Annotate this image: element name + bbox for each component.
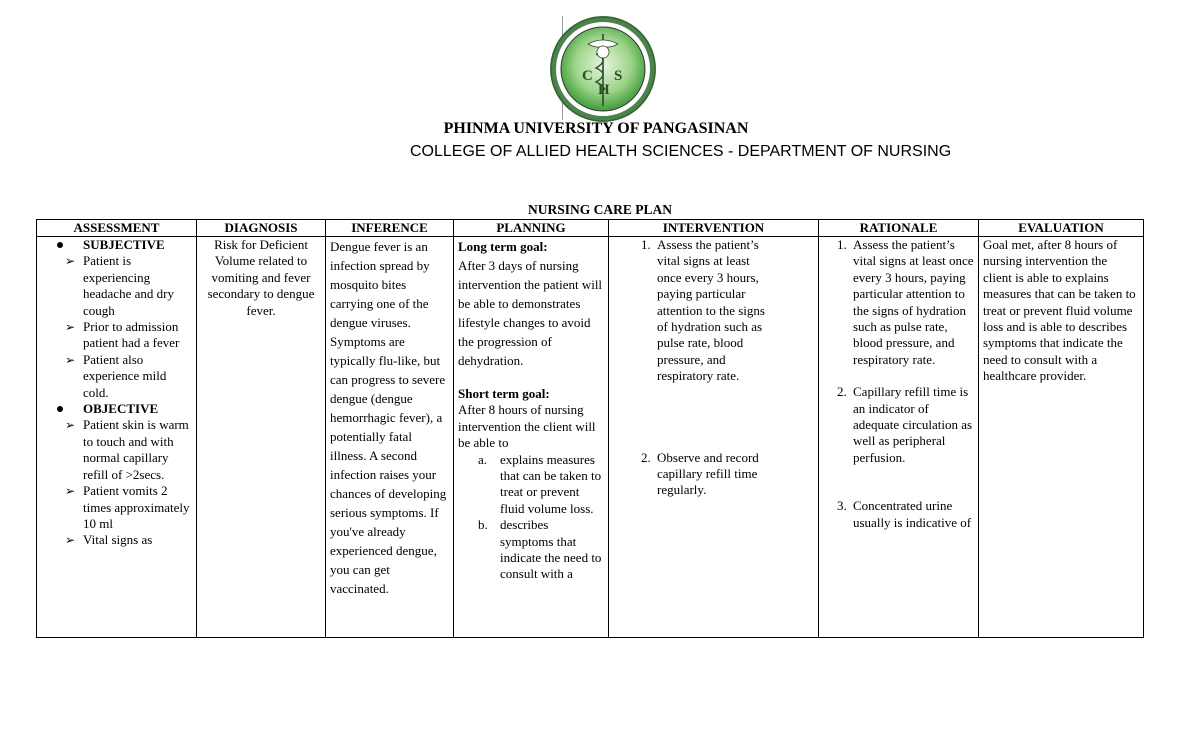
short-term-goal-label: Short term goal: bbox=[458, 386, 550, 401]
assessment-list bbox=[37, 237, 192, 549]
inference-text: Dengue fever is an infection spread by mosquito bites carrying one of the dengue viruses. Symptoms are typically flu-like, but can progress to severe dengue (dengue hemorrhagic fever), a potentially fatal illness. A second infection raises your chances of developing serious symptoms. If you've already experienced dengue, you can get vaccinated. bbox=[330, 239, 447, 596]
arrow-bullet-icon: ➢ bbox=[65, 484, 76, 499]
short-term-goal-items bbox=[458, 452, 604, 583]
col-header-evaluation: EVALUATION bbox=[979, 220, 1144, 237]
intervention-cell bbox=[609, 237, 819, 638]
svg-text:H: H bbox=[598, 82, 610, 98]
list-item: ➢ Prior to admission patient had a fever bbox=[65, 319, 180, 351]
nursing-care-plan-table bbox=[36, 219, 1144, 638]
table-header-row bbox=[37, 220, 1144, 237]
long-term-goal-label: Long term goal: bbox=[458, 239, 548, 254]
list-item: a. explains measures that can be taken to treat or prevent fluid volume loss. bbox=[478, 451, 602, 516]
table-row bbox=[37, 237, 1144, 638]
diagnosis-text: Risk for Deficient Volume related to vomiting and fever secondary to dengue fever. bbox=[207, 237, 315, 318]
planning-cell bbox=[454, 237, 609, 638]
objective-label: OBJECTIVE bbox=[83, 401, 159, 417]
inference-cell bbox=[326, 237, 454, 638]
intervention-item: 2. Observe and record capillary refill time regularly. bbox=[641, 449, 759, 498]
care-plan-title: NURSING CARE PLAN bbox=[527, 202, 672, 217]
arrow-bullet-icon: ➢ bbox=[65, 418, 76, 433]
col-header-assessment: ASSESSMENT bbox=[37, 220, 197, 237]
intervention-item: 1. Assess the patient’s vital signs at least once every 3 hours, paying particular attention to the signs of hydration such as pulse rate, blood pressure, and respiratory rate. bbox=[641, 237, 765, 384]
college-seal-logo bbox=[548, 14, 658, 124]
college-department-title: COLLEGE OF ALLIED HEALTH SCIENCES - DEPARTMENT OF NURSING bbox=[410, 143, 952, 160]
rationale-item: 3. Concentrated urine usually is indicative of bbox=[837, 498, 972, 530]
list-item: ➢ Patient is experiencing headache and dry cough bbox=[65, 253, 174, 318]
bullet-icon bbox=[57, 406, 63, 412]
subjective-section bbox=[37, 237, 192, 401]
col-header-inference: INFERENCE bbox=[326, 220, 454, 237]
col-header-diagnosis: DIAGNOSIS bbox=[197, 220, 326, 237]
arrow-bullet-icon: ➢ bbox=[65, 320, 76, 335]
short-term-goal bbox=[458, 386, 604, 583]
evaluation-cell bbox=[979, 237, 1144, 638]
objective-items bbox=[63, 417, 192, 548]
subjective-items bbox=[63, 253, 192, 401]
bullet-icon bbox=[57, 242, 63, 248]
subjective-label: SUBJECTIVE bbox=[83, 237, 165, 252]
svg-text:C: C bbox=[582, 68, 593, 84]
university-title: PHINMA UNIVERSITY OF PANGASINAN bbox=[443, 120, 749, 137]
long-term-goal-text: After 3 days of nursing intervention the patient will be able to demonstrates lifestyle changes to avoid the progression of dehydration. bbox=[458, 258, 603, 368]
assessment-cell bbox=[37, 237, 197, 638]
long-term-goal bbox=[458, 237, 604, 370]
short-term-goal-text: After 8 hours of nursing intervention the client will be able to bbox=[458, 402, 596, 451]
rationale-item: 1. Assess the patient’s vital signs at least once every 3 hours, paying particular attention to the signs of hydration such as pulse rate, blood pressure, and respiratory rate. bbox=[837, 237, 974, 367]
col-header-intervention: INTERVENTION bbox=[609, 220, 819, 237]
svg-text:S: S bbox=[614, 68, 623, 84]
rationale-item: 2. Capillary refill time is an indicator of adequate circulation as well as peripheral perfusion. bbox=[837, 384, 973, 465]
diagnosis-cell bbox=[197, 237, 326, 638]
rationale-cell bbox=[819, 237, 979, 638]
list-item: ➢ Patient vomits 2 times approximately 10 ml bbox=[65, 483, 190, 531]
list-item: ➢ Patient also experience mild cold. bbox=[65, 351, 167, 400]
arrow-bullet-icon: ➢ bbox=[65, 254, 76, 269]
arrow-bullet-icon: ➢ bbox=[65, 533, 76, 548]
evaluation-text: Goal met, after 8 hours of nursing intervention the client is able to explains measures that can be taken to treat or prevent fluid volume loss and is able to describes symptoms that indicate the need to consult with a healthcare provider. bbox=[983, 237, 1136, 384]
list-item: ➢ Vital signs as bbox=[65, 532, 153, 548]
arrow-bullet-icon: ➢ bbox=[65, 352, 76, 367]
objective-section bbox=[37, 401, 192, 549]
col-header-rationale: RATIONALE bbox=[819, 220, 979, 237]
col-header-planning: PLANNING bbox=[454, 220, 609, 237]
list-item: b. describes symptoms that indicate the need to consult with a bbox=[478, 517, 602, 582]
list-item: ➢ Patient skin is warm to touch and with normal capillary refill of >2secs. bbox=[65, 417, 189, 482]
